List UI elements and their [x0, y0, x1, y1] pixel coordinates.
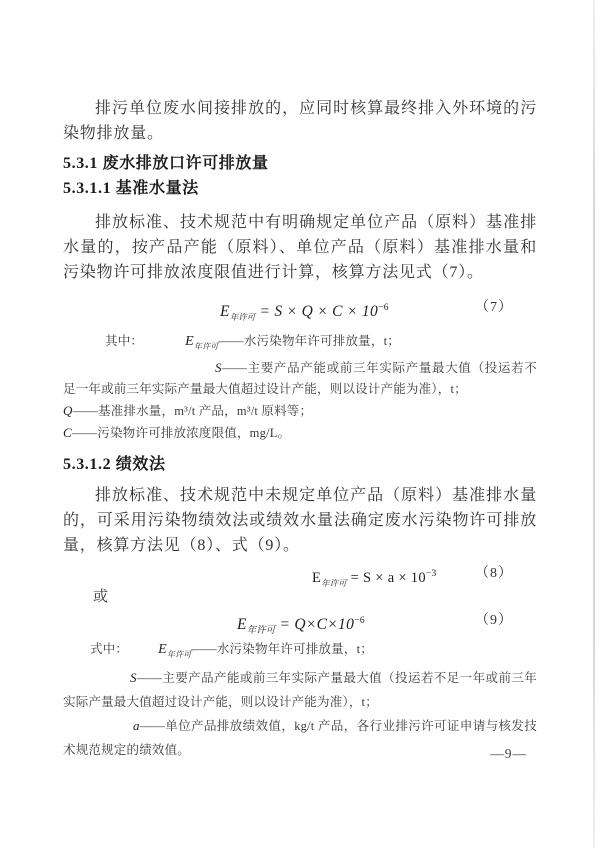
definition-s-1 — [63, 357, 537, 400]
definition-q-text: ——基准排水量，m³/t 产品，m³/t 原料等； — [72, 403, 313, 418]
formula-8-symbol: E — [312, 569, 322, 586]
definition-e-text-2: ——水污染物年许可排放量，t； — [191, 641, 373, 656]
formula-9-number: （9） — [475, 612, 513, 628]
or-connector: 或 — [93, 588, 109, 605]
intro-paragraph: 排污单位废水间接排放的，应同时核算最终排入外环境的污染物排放量。 — [63, 100, 537, 142]
formula-9-subscript: 年许可 — [246, 626, 276, 637]
formula-7-number: （7） — [475, 300, 513, 315]
paragraph-performance-method: 排放标准、技术规范中未规定单位产品（原料）基准排水量的，可采用污染物绩效法或绩效水量法确定废水污染物许可排放量，核算方法见（8）、式（9）。 — [63, 486, 537, 554]
heading-5-3-1-2: 5.3.1.2 绩效法 — [63, 455, 166, 473]
formula-7-rhs: = S × Q × C × 10 — [255, 303, 379, 321]
page-scan-edge — [593, 0, 595, 848]
symbol-s: S — [215, 359, 222, 375]
heading-5-3-1: 5.3.1 废水排放口许可排放量 — [63, 155, 269, 172]
definition-c-text: ——污染物许可排放浓度限值，mg/L。 — [71, 425, 291, 440]
paragraph-baseline-water-method: 排放标准、技术规范中有明确规定单位产品（原料）基准排水量的，按产品产能（原料）、单位产品（原料）基准排水量和污染物许可排放浓度限值进行计算，核算方法见式（7）。 — [63, 214, 537, 281]
formula-8-exponent: −3 — [425, 568, 437, 579]
formula-7-exponent: −6 — [378, 303, 389, 313]
where-label-2: 式中： — [90, 641, 129, 656]
symbol-a: a — [133, 718, 140, 734]
formula-7-symbol: E — [220, 303, 230, 321]
formula-9-exponent: −6 — [354, 615, 365, 626]
formula-8-subscript: 年许可 — [321, 577, 347, 588]
formula-9-expression — [237, 615, 365, 637]
formula-9 — [63, 607, 537, 635]
formula-8 — [63, 561, 537, 587]
heading-5-3-1-1: 5.3.1.1 基准水量法 — [63, 180, 199, 197]
where-clause-1-e — [63, 331, 537, 357]
definition-e-text: ——水污染物年许可排放量，t； — [218, 334, 400, 348]
formula-9-rhs: = Q×C×10 — [275, 615, 355, 633]
formula-8-number: （8） — [475, 565, 513, 581]
where-clause-2-e — [63, 638, 537, 666]
definition-s-text-2: ——主要产品产能或前三年实际产量最大值（投运若不足一年或前三年实际产量最大值超过设计产能，则以设计产能为准），t； — [63, 671, 537, 709]
where-label-1: 其中： — [105, 334, 144, 348]
definition-a-text: ——单位产品排放绩效值，kg/t 产品，各行业排污许可证申请与核发技术规范规定的绩效值。 — [63, 719, 537, 757]
definition-a — [63, 714, 537, 762]
formula-9-symbol: E — [237, 615, 247, 633]
formula-7-subscript: 年许可 — [229, 312, 256, 323]
definition-s-text: ——主要产品产能或前三年实际产量最大值（投运若不足一年或前三年实际产量最大值超过设计产能，则以设计产能为准），t； — [63, 360, 537, 396]
definition-s-2 — [63, 666, 537, 714]
formula-7-expression — [220, 303, 389, 323]
page-number: —9— — [490, 746, 527, 761]
formula-7 — [63, 293, 537, 323]
definition-q-1 — [63, 400, 537, 422]
symbol-e-annual-permit-2: $E_{年许可}$ — [158, 641, 192, 659]
formula-8-expression — [312, 570, 437, 586]
formula-8-rhs: = S × a × 10 — [346, 569, 426, 586]
symbol-q: Q — [63, 402, 73, 418]
symbol-e-annual-permit: $E_{年许可}$ — [185, 334, 219, 351]
definition-c-1 — [63, 422, 537, 444]
symbol-c: C — [63, 424, 72, 440]
symbol-s-2: S — [130, 670, 137, 686]
